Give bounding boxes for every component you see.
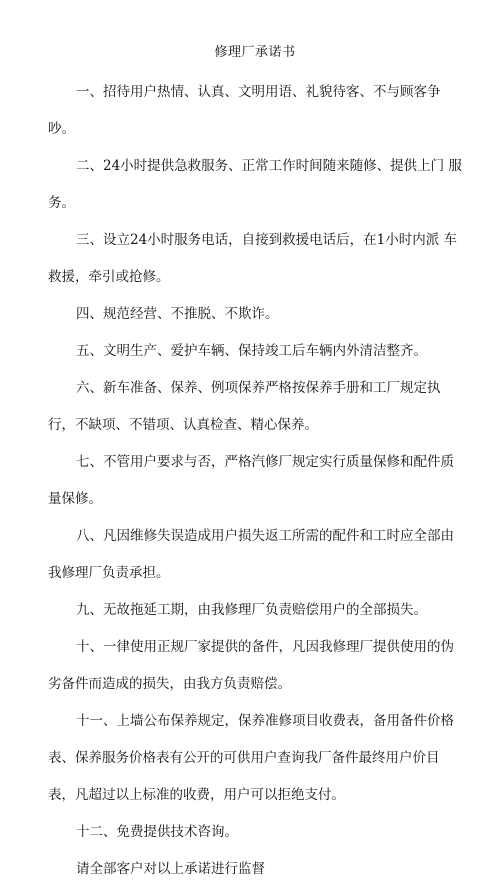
promise-item-9: 九、无故拖延工期，由我修理厂负责赔偿用户的全部损失。 — [76, 602, 427, 618]
promise-item-12: 十二、免费提供技术咨询。 — [76, 824, 238, 840]
promise-item-11: 十一、上墙公布保养规定，保养准修项目收费表，备用备件价格 表、保养服务价格表有公开的可供用户查询我厂备件最终用户价目表，凡超过以上标准的收费，用户可以拒绝支付。 — [48, 713, 454, 803]
document-title: 修理厂承诺书 — [214, 45, 296, 60]
closing-statement: 请全部客户对以上承诺进行监督 — [76, 861, 265, 877]
promise-item-3: 三、设立24小时服务电话，自接到救援电话后，在1小时内派 车救援，牵引或抢修。 — [48, 232, 458, 285]
promise-item-1: 一、招待用户热情、认真、文明用语、礼貌待客、不与顾客争吵。 — [48, 84, 441, 137]
promise-item-5: 五、文明生产、爱护车辆、保持竣工后车辆内外清洁整齐。 — [76, 343, 427, 359]
promise-item-4: 四、规范经营、不推脱、不欺诈。 — [76, 306, 279, 322]
promise-item-6: 六、新车准备、保养、例项保养严格按保养手册和工厂规定执行，不缺项、不错项、认真检查、精心保养。 — [48, 380, 441, 433]
promise-item-2: 二、24小时提供急救服务、正常工作时间随来随修、提供上门 服务。 — [48, 158, 462, 211]
promise-item-7: 七、不管用户要求与否，严格汽修厂规定实行质量保修和配件质 量保修。 — [48, 454, 454, 507]
promise-item-8: 八、凡因维修失误造成用户损失返工所需的配件和工时应全部由 我修理厂负责承担。 — [48, 528, 454, 581]
promise-item-10: 十、一律使用正规厂家提供的备件，凡因我修理厂提供使用的伪 劣备件而造成的损失，由我方负责赔偿。 — [48, 639, 454, 692]
